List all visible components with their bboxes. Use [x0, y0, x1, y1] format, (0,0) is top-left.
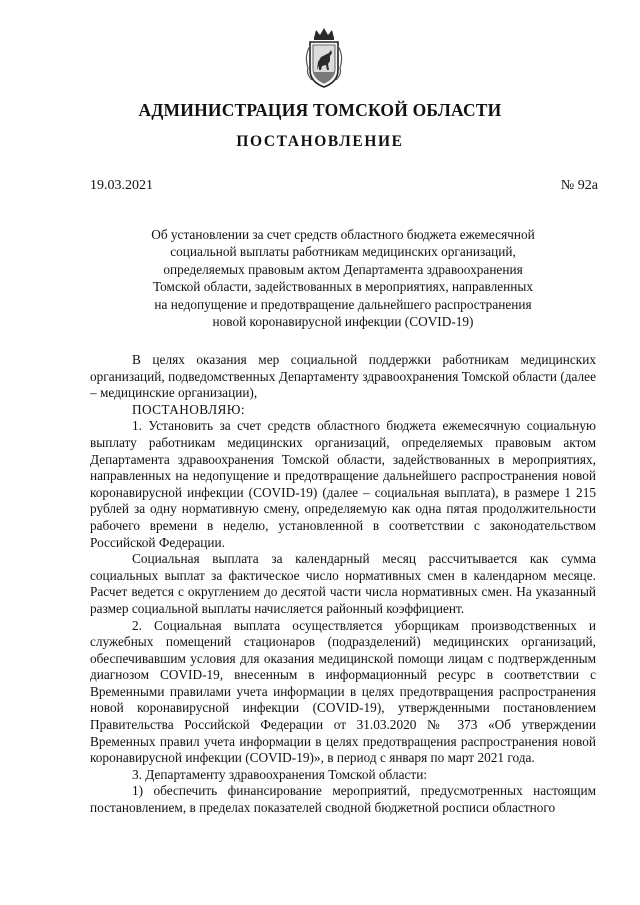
clause-1-paragraph: 1. Установить за счет средств областного бюджета ежемесячную социальную выплату работникам медицинских организаций, определяемых правовым актом Департамента здравоохранения Томской области, задействованных в мероприятиях, направленных на недопущение и предотвращение дальнейшего распространения новой коронавирусной инфекции (COVID-19) (далее – социальная выплата), в размере 1 215 рублей за одну нормативную смену, определяемую как одна пятая продолжительности рабочего времени в неделю, установленной в соответствии с законодательством Российской Федерации.: [90, 418, 596, 550]
coat-of-arms-icon: [302, 26, 346, 90]
title-line: определяемых правовым актом Департамента здравоохранения: [163, 261, 523, 277]
title-line: социальной выплаты работникам медицинских организаций,: [170, 244, 516, 260]
document-title: [130, 226, 556, 330]
clause-1-calculation-paragraph: Социальная выплата за календарный месяц рассчитывается как сумма социальных выплат за фактическое число нормативных смен в календарном месяце. Расчет ведется с округлением до десятой части числа нормативных смен. На указанный размер социальной выплаты начисляется районный коэффициент.: [90, 551, 596, 616]
clause-2-paragraph: 2. Социальная выплата осуществляется уборщикам производственных и служебных помещений стационаров (подразделений) медицинских организаций, обеспечивавшим условия для оказания медицинской помощи лицам с подтвержденным диагнозом COVID-19, внесенным в информационный ресурс в соответствии с Временными правилами учета информации в целях предотвращения распространения новой коронавирусной инфекции (COVID-19), утвержденными постановлением Правительства Российской Федерации от 31.03.2020 № 373 «Об утверждении Временных правил учета информации в целях предотвращения распространения новой коронавирусной инфекции (COVID-19)», в период с января по март 2021 года.: [90, 617, 596, 766]
document-body: [90, 352, 596, 817]
organization-name: АДМИНИСТРАЦИЯ ТОМСКОЙ ОБЛАСТИ: [138, 100, 502, 120]
preamble-paragraph: В целях оказания мер социальной поддержки работникам медицинских организаций, подведомственных Департаменту здравоохранения Томской области (далее – медицинские организации),: [90, 352, 596, 401]
clause-3-paragraph: 3. Департаменту здравоохранения Томской области:: [132, 766, 428, 782]
title-line: на недопущение и предотвращение дальнейшего распространения: [154, 296, 532, 312]
document-number: № 92а: [560, 178, 598, 193]
title-line: Томской области, задействованных в мероприятиях, направленных: [153, 279, 533, 295]
decree-heading: ПОСТАНОВЛЯЮ:: [132, 401, 245, 417]
document-date: 19.03.2021: [90, 178, 153, 193]
title-line: Об установлении за счет средств областного бюджета ежемесячной: [151, 227, 535, 242]
document-type: ПОСТАНОВЛЕНИЕ: [236, 133, 404, 150]
title-line: новой коронавирусной инфекции (COVID-19): [212, 314, 474, 330]
clause-3-item-1-paragraph: 1) обеспечить финансирование мероприятий, предусмотренных настоящим постановлением, в пределах показателей сводной бюджетной росписи областного: [90, 783, 596, 816]
